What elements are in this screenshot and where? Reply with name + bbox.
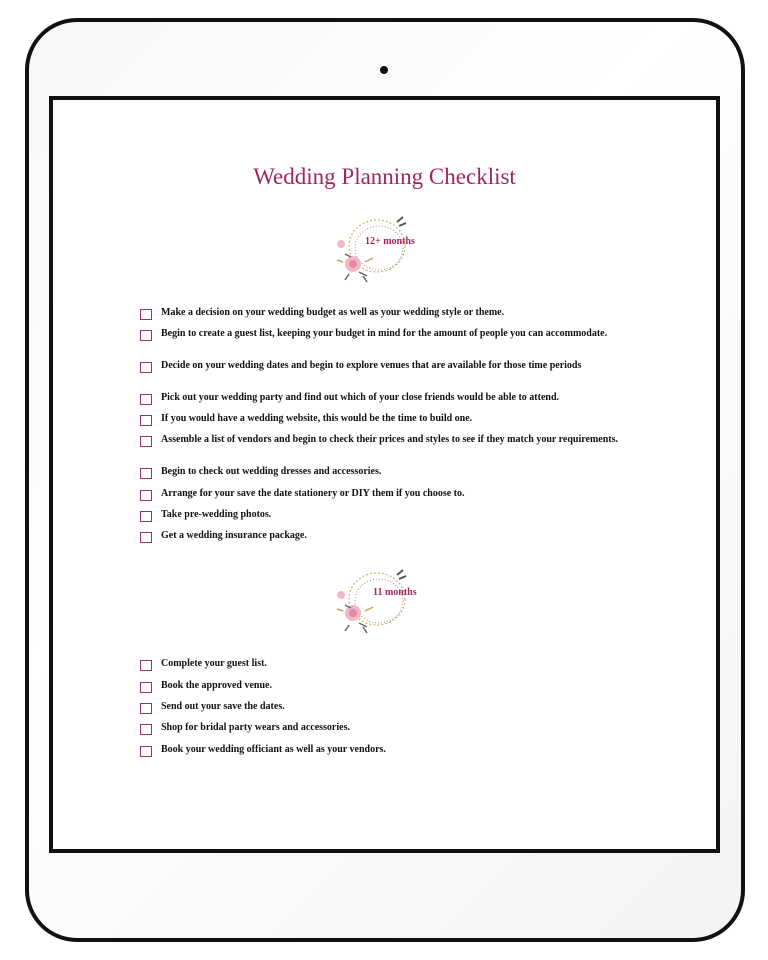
checklist-item[interactable]: Assemble a list of vendors and begin to check their prices and styles to see if they match your requirements.: [140, 435, 660, 447]
floral-wreath-icon: [329, 214, 419, 284]
checkbox[interactable]: [140, 468, 152, 479]
checkbox[interactable]: [140, 682, 152, 693]
checkbox[interactable]: [140, 511, 152, 522]
checkbox[interactable]: [140, 394, 152, 405]
checklist-item[interactable]: Book the approved venue.: [140, 681, 660, 693]
checkbox[interactable]: [140, 309, 152, 320]
page-title: Wedding Planning Checklist: [253, 164, 516, 189]
checkbox[interactable]: [140, 490, 152, 501]
checkbox[interactable]: [140, 362, 152, 373]
checklist-item[interactable]: Pick out your wedding party and find out which of your close friends would be able to attend.: [140, 393, 660, 405]
checkbox[interactable]: [140, 330, 152, 341]
checkbox[interactable]: [140, 724, 152, 735]
section-label: 12+ months: [365, 236, 415, 247]
document-page: [49, 96, 720, 853]
camera-dot: [380, 66, 388, 74]
checklist-item[interactable]: If you would have a wedding website, this would be the time to build one.: [140, 414, 660, 426]
checklist-item[interactable]: Take pre-wedding photos.: [140, 510, 660, 522]
checklist-item[interactable]: Begin to check out wedding dresses and accessories.: [140, 467, 660, 479]
checklist-item[interactable]: Book your wedding officiant as well as your vendors.: [140, 745, 660, 757]
section-label: 11 months: [373, 587, 417, 598]
checkbox[interactable]: [140, 746, 152, 757]
checklist-item[interactable]: Begin to create a guest list, keeping your budget in mind for the amount of people you can accommodate.: [140, 329, 660, 341]
checklist-item[interactable]: Send out your save the dates.: [140, 702, 660, 714]
checklist-item[interactable]: Arrange for your save the date stationery or DIY them if you choose to.: [140, 489, 660, 501]
checkbox[interactable]: [140, 415, 152, 426]
checklist-item[interactable]: Shop for bridal party wears and accessories.: [140, 723, 660, 735]
checkbox[interactable]: [140, 660, 152, 671]
checklist-item[interactable]: Complete your guest list.: [140, 659, 660, 671]
floral-wreath-icon: [329, 567, 419, 637]
checklist-item[interactable]: Get a wedding insurance package.: [140, 531, 660, 543]
checkbox[interactable]: [140, 703, 152, 714]
checkbox[interactable]: [140, 436, 152, 447]
checklist-item[interactable]: Make a decision on your wedding budget as well as your wedding style or theme.: [140, 308, 660, 320]
checklist-item[interactable]: Decide on your wedding dates and begin to explore venues that are available for those time periods: [140, 361, 720, 373]
checkbox[interactable]: [140, 532, 152, 543]
